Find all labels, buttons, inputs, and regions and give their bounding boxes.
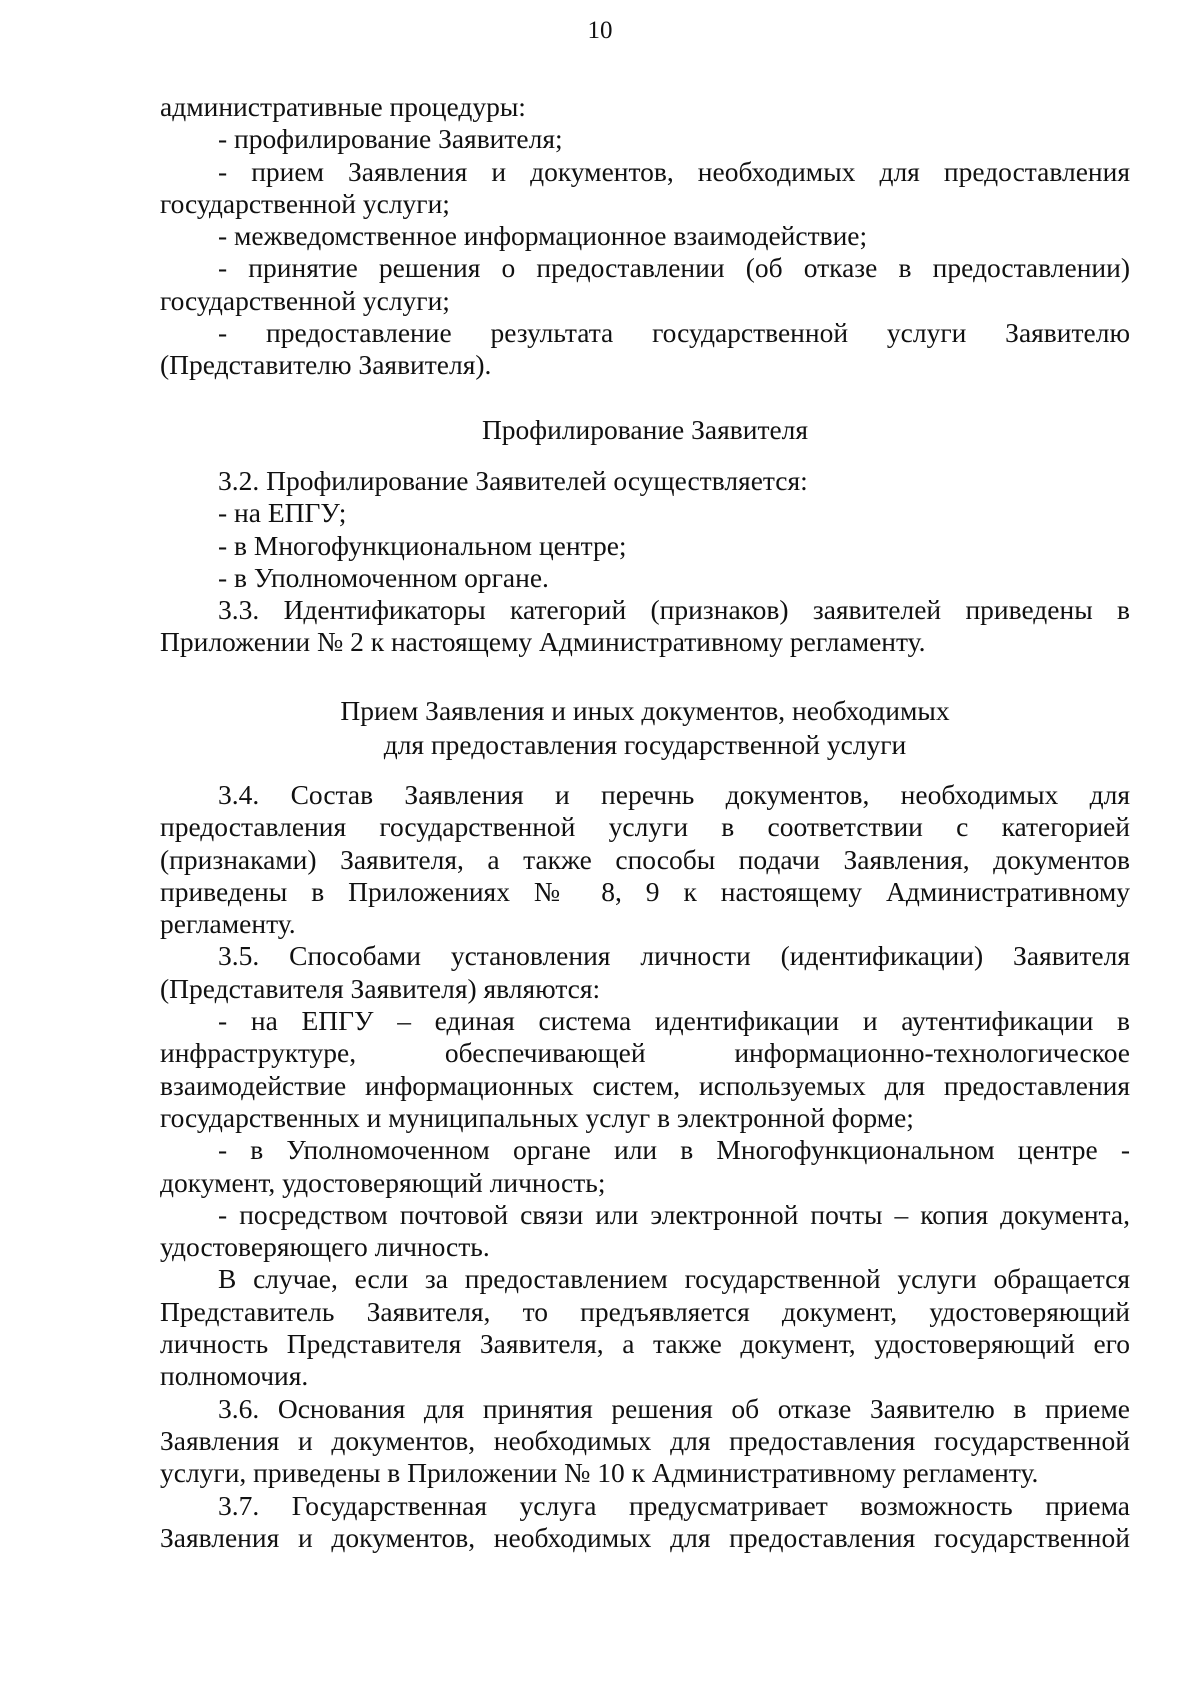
- text-line: (Представителю Заявителя).: [160, 349, 492, 381]
- text-line: услуги, приведены в Приложении № 10 к Административному регламенту.: [160, 1457, 1039, 1489]
- text-line: личность Представителя Заявителя, а также документ, удостоверяющий его: [160, 1328, 1130, 1360]
- text-line: регламенту.: [160, 908, 296, 940]
- text-line: - межведомственное информационное взаимодействие;: [218, 220, 868, 252]
- text-line: административные процедуры:: [160, 91, 526, 122]
- text-line: 3.3. Идентификаторы категорий (признаков) заявителей приведены в: [218, 594, 1130, 626]
- section-heading-profiling: [160, 413, 1130, 447]
- text-line: - посредством почтовой связи или электронной почты – копия документа,: [218, 1198, 1130, 1230]
- text-line: государственной услуги;: [160, 284, 450, 316]
- text-line: В случае, если за предоставлением государственной услуги обращается: [218, 1263, 1130, 1295]
- text-line: документ, удостоверяющий личность;: [160, 1166, 606, 1198]
- text-line: 3.5. Способами установления личности (идентификации) Заявителя: [218, 940, 1130, 972]
- text-line: - профилирование Заявителя;: [218, 123, 563, 155]
- profiling-section: [160, 465, 1130, 659]
- text-line: полномочия.: [160, 1360, 309, 1392]
- text-line: государственных и муниципальных услуг в электронной форме;: [160, 1101, 914, 1133]
- text-line: - принятие решения о предоставлении (об отказе в предоставлении): [218, 252, 1130, 284]
- text-line: приведены в Приложениях № 8, 9 к настоящему Административному: [160, 875, 1130, 907]
- text-line: инфраструктуре, обеспечивающей информационно-технологическое: [160, 1037, 1130, 1069]
- heading-line: Профилирование Заявителя: [481, 414, 809, 445]
- page-number: 10: [587, 17, 613, 44]
- section-heading-application: [160, 694, 1130, 762]
- text-line: - в Уполномоченном органе или в Многофункциональном центре -: [218, 1134, 1130, 1166]
- heading-line: для предоставления государственной услуги: [383, 729, 907, 760]
- text-line: 3.6. Основания для принятия решения об отказе Заявителю в приеме: [218, 1392, 1130, 1424]
- text-line: Приложении № 2 к настоящему Административному регламенту.: [160, 626, 926, 658]
- text-line: удостоверяющего личность.: [160, 1231, 490, 1263]
- text-line: (признаками) Заявителя, а также способы подачи Заявления, документов: [160, 843, 1130, 875]
- text-line: - на ЕПГУ – единая система идентификации и аутентификации в: [218, 1005, 1130, 1037]
- text-line: Заявления и документов, необходимых для предоставления государственной: [160, 1521, 1130, 1553]
- text-line: - предоставление результата государственной услуги Заявителю: [218, 317, 1130, 349]
- application-section: [160, 779, 1130, 1554]
- text-line: - прием Заявления и документов, необходимых для предоставления: [218, 155, 1130, 187]
- heading-line: Прием Заявления и иных документов, необходимых: [340, 695, 950, 726]
- text-line: 3.4. Состав Заявления и перечнь документов, необходимых для: [218, 779, 1130, 810]
- text-line: 3.7. Государственная услуга предусматривает возможность приема: [218, 1489, 1130, 1521]
- text-line: предоставления государственной услуги в соответствии с категорией: [160, 811, 1130, 843]
- text-line: Заявления и документов, необходимых для предоставления государственной: [160, 1424, 1130, 1456]
- text-line: (Представителя Заявителя) являются:: [160, 972, 601, 1004]
- procedures-list: [160, 91, 1130, 382]
- text-line: взаимодействие информационных систем, используемых для предоставления: [160, 1069, 1130, 1101]
- text-line: - в Многофункциональном центре;: [218, 529, 627, 561]
- text-line: 3.2. Профилирование Заявителей осуществляется:: [218, 465, 808, 496]
- text-line: - в Уполномоченном органе.: [218, 561, 549, 593]
- text-line: - на ЕПГУ;: [218, 497, 347, 529]
- text-line: государственной услуги;: [160, 187, 450, 219]
- text-line: Представитель Заявителя, то предъявляется документ, удостоверяющий: [160, 1295, 1130, 1327]
